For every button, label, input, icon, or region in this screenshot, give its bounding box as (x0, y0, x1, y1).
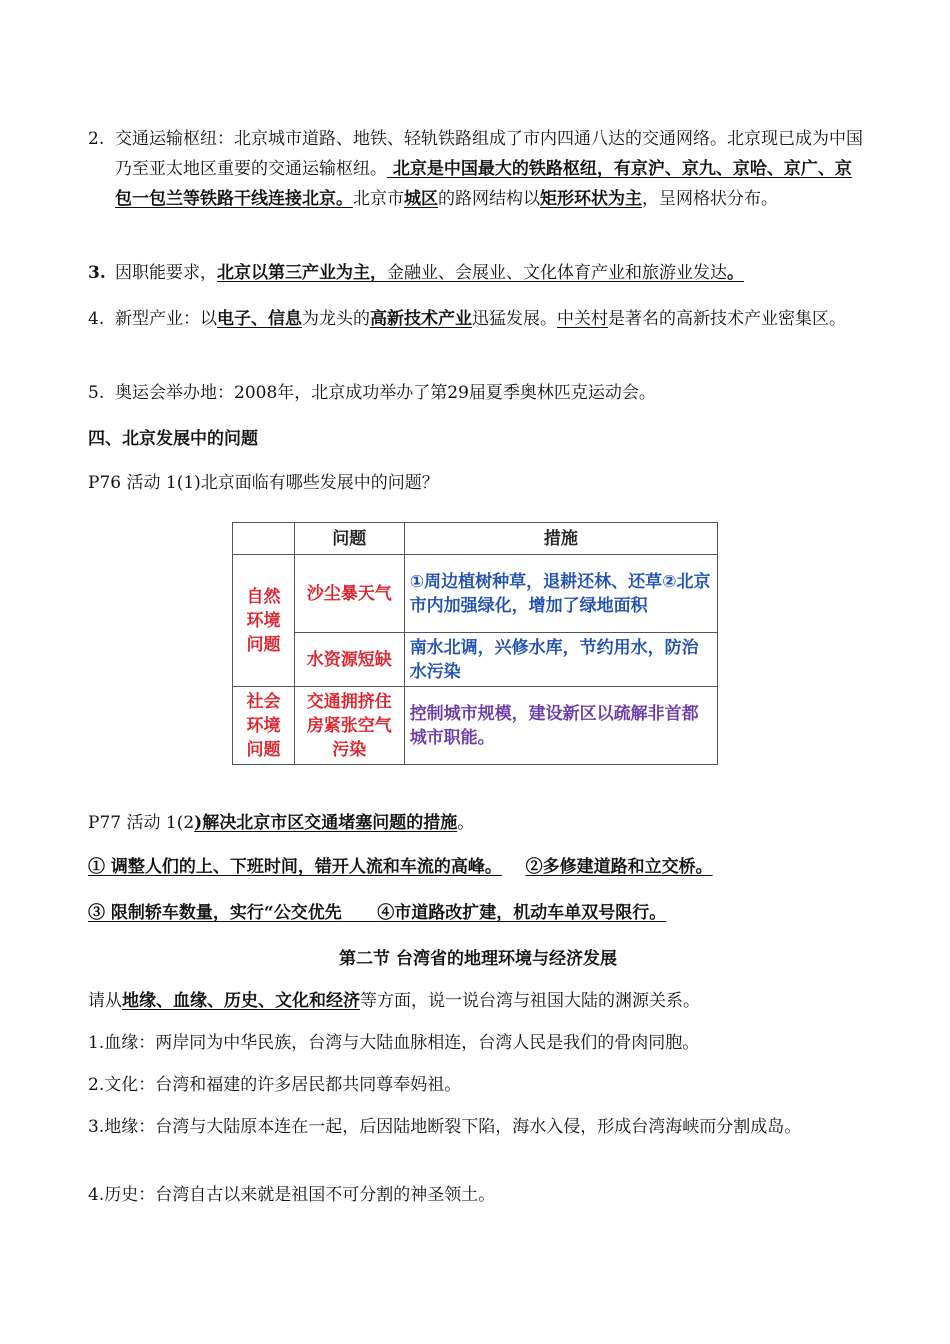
group-social: 社会环境问题 (233, 687, 295, 765)
table-corner-cell (233, 523, 295, 555)
item-number: 4. (88, 309, 105, 329)
table-row (233, 687, 718, 765)
relation-culture: 2.文化：台湾和福建的许多居民都共同尊奉妈祖。 (88, 1075, 462, 1095)
relation-blood: 1.血缘：两岸同为中华民族，台湾与大陆血脉相连，台湾人民是我们的骨肉同胞。 (88, 1033, 700, 1053)
section-heading: 四、北京发展中的问题 (88, 429, 258, 449)
header-measure: 措施 (404, 523, 717, 555)
measure-line-1: ① 调整人们的上、下班时间，错开人流和车流的高峰。 ②多修建道路和立交桥。 (88, 857, 713, 877)
measure-line-2: ③ 限制轿车数量，实行“公交优先 ④市道路改扩建，机动车单双号限行。 (88, 903, 667, 923)
activity-question-2: P77 活动 1(2)解决北京市区交通堵塞问题的措施。 (88, 813, 475, 833)
table-row (233, 633, 718, 687)
item-number: 2. (88, 129, 105, 149)
problem-cell: 水资源短缺 (294, 633, 404, 687)
item-text: 新型产业：以电子、信息为龙头的高新技术产业迅猛发展。中关村是著名的高新技术产业密集区。 (115, 309, 846, 329)
problems-table (232, 522, 718, 765)
activity-question: P76 活动 1(1)北京面临有哪些发展中的问题？ (88, 473, 439, 493)
section-title: 第二节 台湾省的地理环境与经济发展 (339, 949, 617, 969)
prompt-question: 请从地缘、血缘、历史、文化和经济等方面，说一说台湾与祖国大陆的渊源关系。 (88, 991, 700, 1011)
header-problem: 问题 (294, 523, 404, 555)
item-number: 5. (88, 383, 105, 403)
item-text: 交通运输枢纽：北京城市道路、地铁、轻轨铁路组成了市内四通八达的交通网络。北京现已成为中国乃至亚太地区重要的交通运输枢纽。 北京是中国最大的铁路枢纽，有京沪、京九、京哈、京广、京包一包兰等铁路干线连接北京。北京市城区的路网结构以矩形环状为主，呈网格状分布。 (115, 129, 863, 209)
problem-cell: 交通拥挤住房紧张空气污染 (294, 687, 404, 765)
item-text: 奥运会举办地：2008年，北京成功举办了第29届夏季奥林匹克运动会。 (115, 383, 656, 403)
table-row (233, 555, 718, 633)
problem-cell: 沙尘暴天气 (294, 555, 404, 633)
measure-cell: 控制城市规模，建设新区以疏解非首都城市职能。 (404, 687, 717, 765)
item-text: 因职能要求，北京以第三产业为主，金融业、会展业、文化体育产业和旅游业发达。 (115, 263, 744, 283)
table-header-row (233, 523, 718, 555)
measure-cell: 南水北调，兴修水库，节约用水，防治水污染 (404, 633, 717, 687)
group-natural: 自然环境问题 (233, 555, 295, 687)
relation-history: 4.历史：台湾自古以来就是祖国不可分割的神圣领土。 (88, 1185, 496, 1205)
relation-geography: 3.地缘：台湾与大陆原本连在一起，后因陆地断裂下陷，海水入侵，形成台湾海峡而分割成岛。 (88, 1117, 802, 1137)
item-number: 3. (88, 263, 106, 283)
measure-cell: ①周边植树种草，退耕还林、还草②北京市内加强绿化，增加了绿地面积 (404, 555, 717, 633)
